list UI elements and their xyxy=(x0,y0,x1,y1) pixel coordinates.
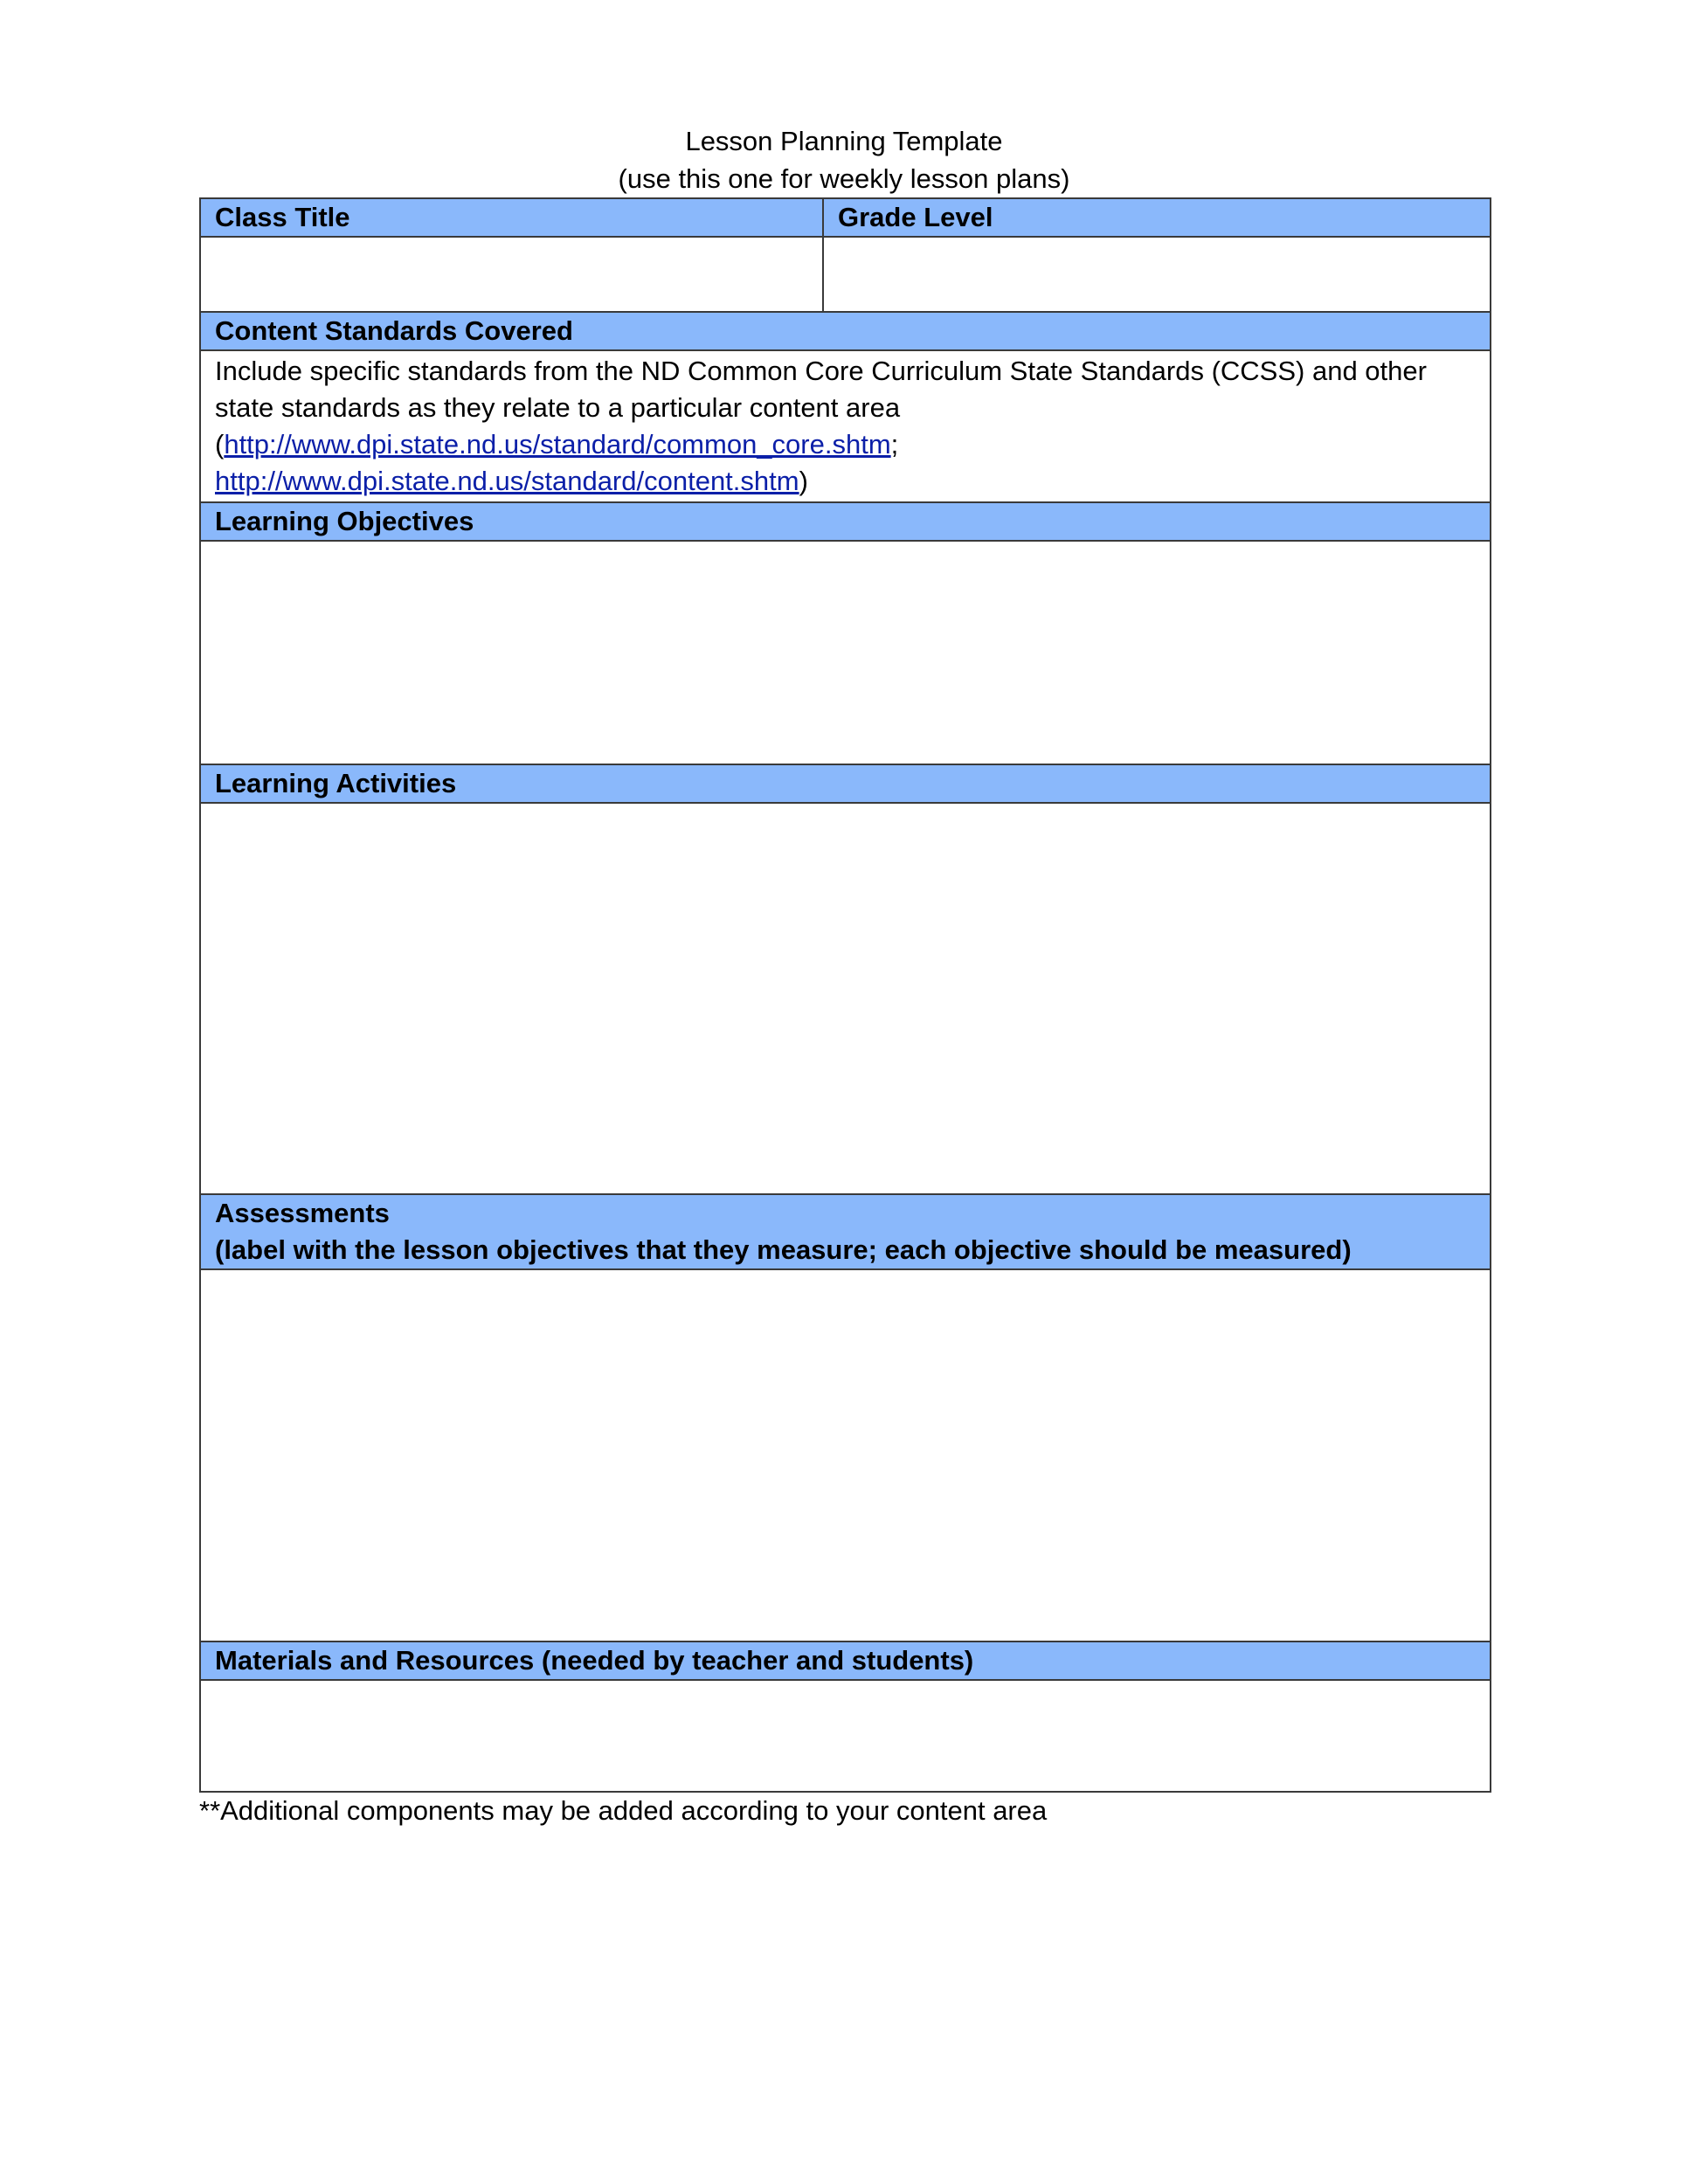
learning-activities-header: Learning Activities xyxy=(200,764,1491,803)
learning-objectives-field[interactable] xyxy=(200,541,1491,764)
assessments-note: (label with the lesson objectives that they measure; each objective should be measured) xyxy=(215,1234,1352,1265)
assessments-header xyxy=(200,1194,1491,1269)
grade-level-header: Grade Level xyxy=(823,198,1491,237)
content-standards-link[interactable]: http://www.dpi.state.nd.us/standard/content.shtm xyxy=(215,466,799,496)
link-open-paren: ( xyxy=(215,429,225,460)
class-title-header: Class Title xyxy=(200,198,823,237)
content-standards-field[interactable] xyxy=(200,350,1491,502)
content-standards-description-line1: Include specific standards from the ND Common Core Curriculum State Standards (CCSS) and other xyxy=(215,356,1427,386)
class-title-field[interactable] xyxy=(200,237,823,312)
content-standards-description-line2: state standards as they relate to a particular content area xyxy=(215,392,901,423)
document-header xyxy=(0,122,1688,197)
document-title: Lesson Planning Template xyxy=(685,126,1003,156)
link-separator: ; xyxy=(890,429,899,460)
materials-header: Materials and Resources (needed by teacher and students) xyxy=(200,1641,1491,1680)
document-subtitle: (use this one for weekly lesson plans) xyxy=(618,163,1070,194)
content-standards-header: Content Standards Covered xyxy=(200,312,1491,350)
standards-link-line-2 xyxy=(215,463,1476,500)
lesson-plan-table xyxy=(199,197,1491,1793)
footnote: **Additional components may be added according to your content area xyxy=(199,1795,1048,1826)
learning-activities-field[interactable] xyxy=(200,803,1491,1194)
standards-link-line-1 xyxy=(215,426,1476,463)
link-close-paren: ) xyxy=(799,466,808,496)
assessments-label: Assessments xyxy=(215,1198,390,1228)
materials-field[interactable] xyxy=(200,1680,1491,1792)
grade-level-field[interactable] xyxy=(823,237,1491,312)
common-core-link[interactable]: http://www.dpi.state.nd.us/standard/common_core.shtm xyxy=(224,429,891,460)
assessments-field[interactable] xyxy=(200,1269,1491,1641)
learning-objectives-header: Learning Objectives xyxy=(200,502,1491,541)
